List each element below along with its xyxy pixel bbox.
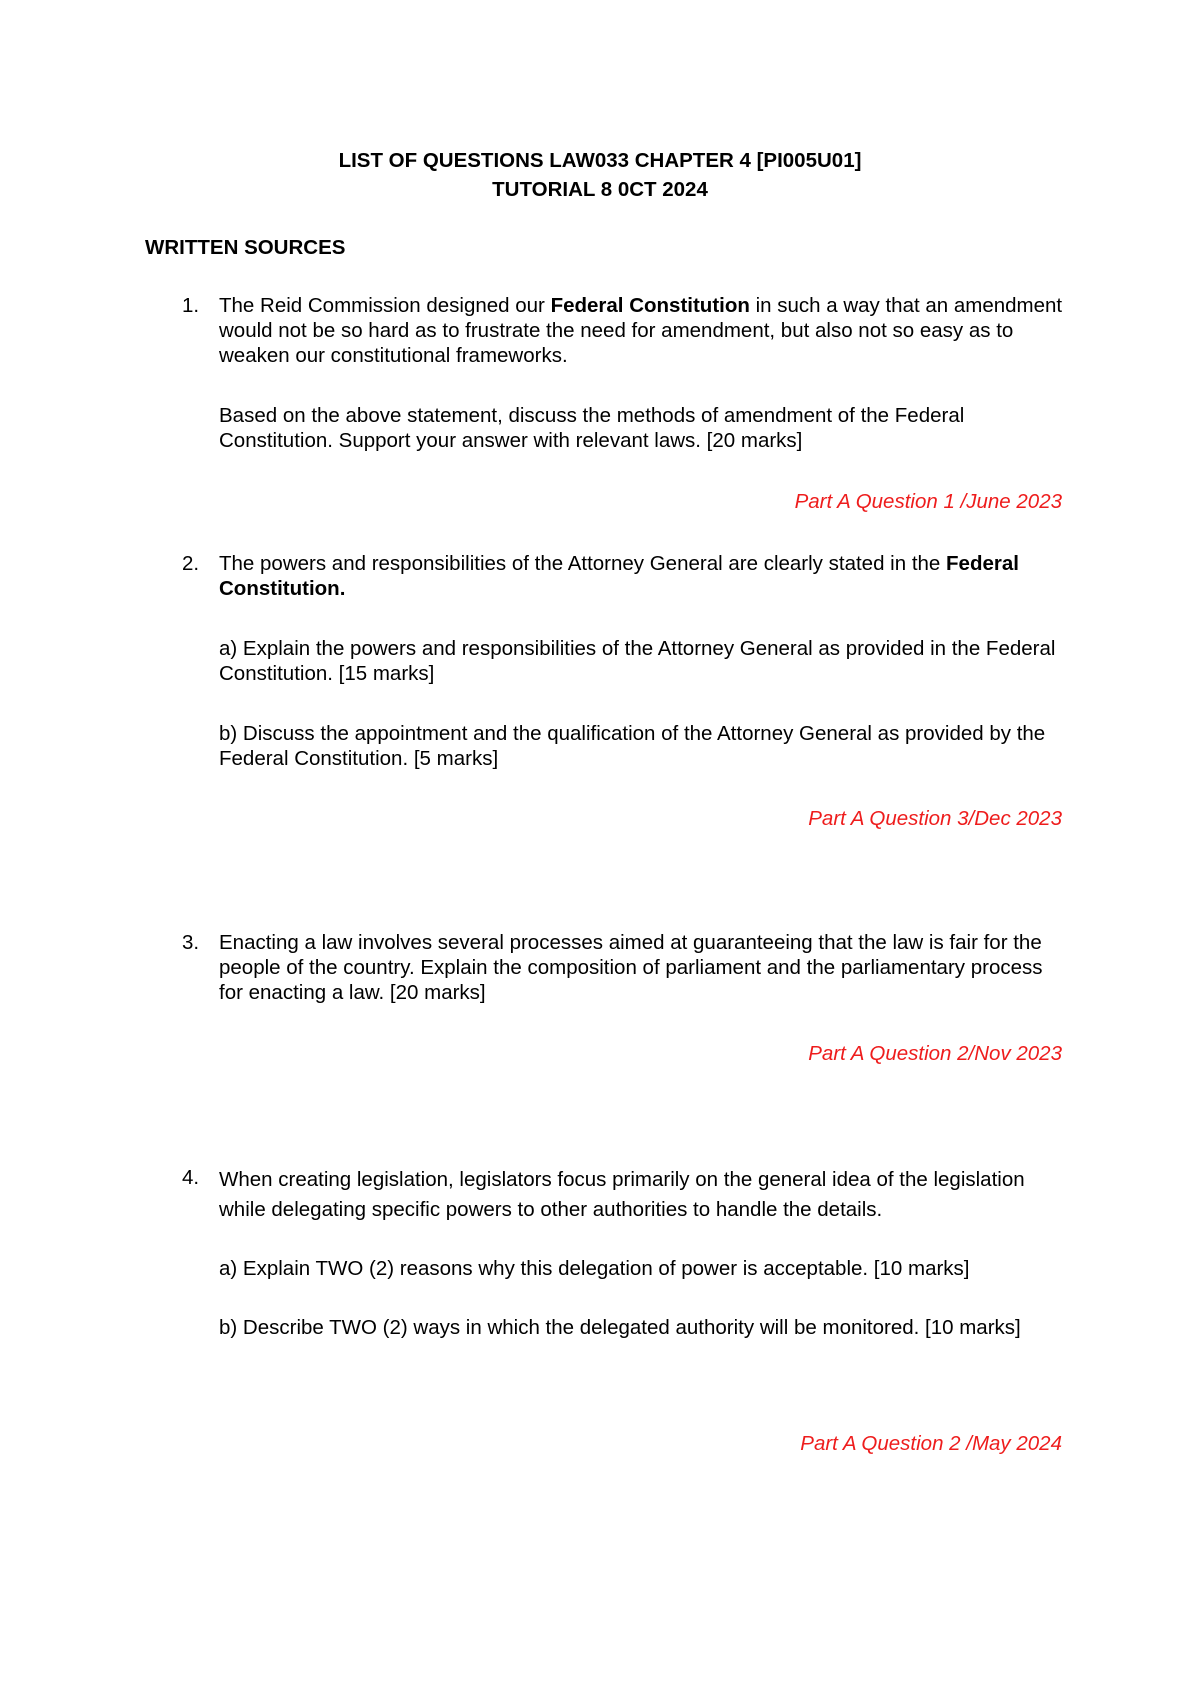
question-2-text: The powers and responsibilities of the Attorney General are clearly stated in the	[219, 552, 947, 575]
question-4-part-b: b) Describe TWO (2) ways in which the delegated authority will be monitored. [10 marks]	[219, 1316, 1021, 1339]
question-4	[219, 1165, 1064, 1343]
question-2-part-a: a) Explain the powers and responsibilities of the Attorney General as provided in the Federal Constitution. [15 marks]	[219, 637, 1056, 685]
question-1-text-cont: in such a way that an amendment would not be so hard as to frustrate the need for amendment, but also not so easy as to weaken our constitutional frameworks.	[219, 294, 1063, 367]
question-1-task: Based on the above statement, discuss the methods of amendment of the Federal Constitution. Support your answer with relevant laws. [20 marks]	[219, 404, 965, 452]
question-3-reference: Part A Question 2/Nov 2023	[808, 1042, 1062, 1065]
question-4-reference: Part A Question 2 /May 2024	[800, 1432, 1062, 1455]
question-3-statement: Enacting a law involves several processes aimed at guaranteeing that the law is fair for the people of the country. Explain the composition of parliament and the parliamentary process for enacting a law. [20 marks]	[219, 931, 1043, 1004]
question-2-number: 2.	[182, 552, 200, 575]
question-1-statement	[219, 293, 1064, 368]
question-1	[219, 293, 1064, 453]
question-1-reference: Part A Question 1 /June 2023	[794, 490, 1062, 513]
question-1-emphasis: Federal Constitution	[550, 294, 750, 317]
section-heading: WRITTEN SOURCES	[145, 236, 346, 259]
question-4-number: 4.	[182, 1166, 200, 1189]
question-2-part-b: b) Discuss the appointment and the qualification of the Attorney General as provided by the Federal Constitution. [5 marks]	[219, 722, 1046, 770]
document-subtitle: TUTORIAL 8 0CT 2024	[492, 178, 708, 201]
document-title: LIST OF QUESTIONS LAW033 CHAPTER 4 [PI005U01]	[338, 149, 862, 172]
question-2-statement	[219, 551, 1064, 601]
question-4-statement: When creating legislation, legislators focus primarily on the general idea of the legislation while delegating specific powers to other authorities to handle the details.	[219, 1168, 1025, 1221]
question-1-number: 1.	[182, 294, 200, 317]
question-3-number: 3.	[182, 931, 200, 954]
question-1-text: The Reid Commission designed our	[219, 294, 551, 317]
question-4-part-a: a) Explain TWO (2) reasons why this delegation of power is acceptable. [10 marks]	[219, 1257, 970, 1280]
question-2-reference: Part A Question 3/Dec 2023	[808, 807, 1062, 830]
question-3	[219, 930, 1064, 1005]
question-2	[219, 551, 1064, 771]
question-2-emphasis: Federal Constitution.	[219, 552, 1019, 600]
